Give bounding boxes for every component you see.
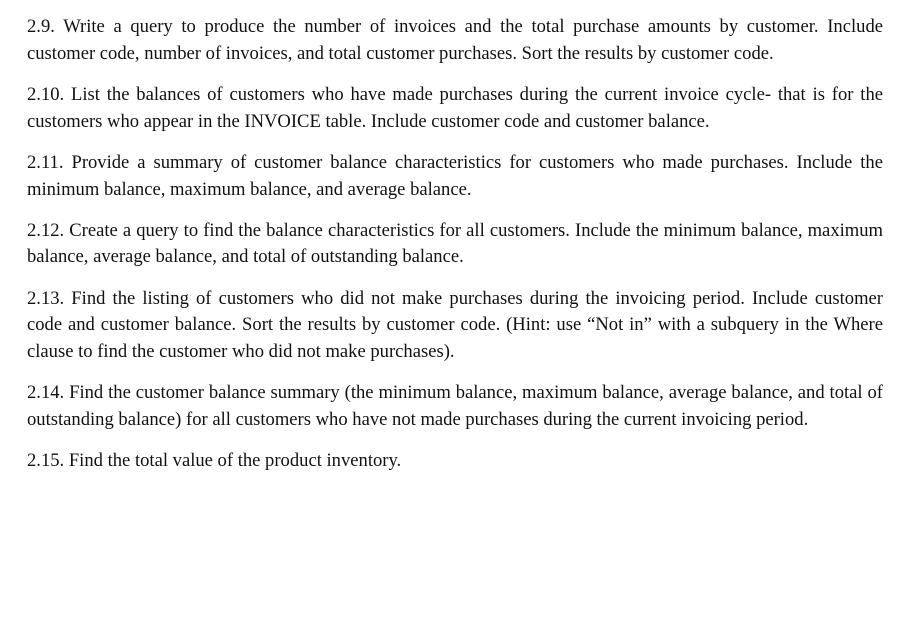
question-list [27,14,883,489]
question-2-13: 2.13. Find the listing of customers who did not make purchases during the invoicing period. Include customer code and customer balance. Sort the results by customer code. (Hint: use “Not in” with a subquery in the Where clause to find the customer who did not make purchases). [27,287,883,363]
question-2-12: 2.12. Create a query to find the balance characteristics for all customers. Include the minimum balance, maximum balance, average balance, and total of outstanding balance. [27,219,883,268]
question-2-14: 2.14. Find the customer balance summary (the minimum balance, maximum balance, average balance, and total of outstanding balance) for all customers who have not made purchases during the current invoicing period. [27,382,883,430]
question-2-11: 2.11. Provide a summary of customer balance characteristics for customers who made purchases. Include the minimum balance, maximum balance, and average balance. [27,151,883,200]
question-2-10: 2.10. List the balances of customers who have made purchases during the current invoice cycle- that is for the customers who appear in the INVOICE table. Include customer code and customer balance. [27,83,883,132]
question-2-9: 2.9. Write a query to produce the number of invoices and the total purchase amounts by customer. Include customer code, number of invoices, and total customer purchases. Sort the results by customer code. [27,16,883,64]
question-2-15: 2.15. Find the total value of the product inventory. [27,450,402,472]
